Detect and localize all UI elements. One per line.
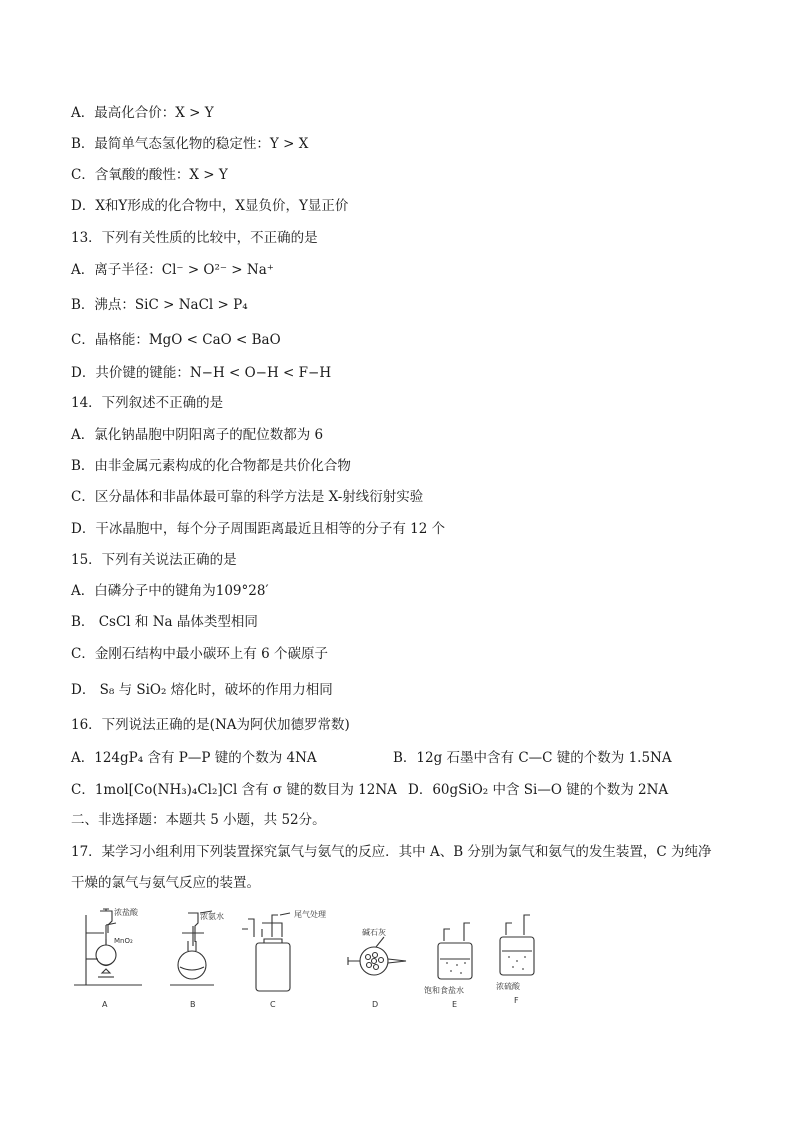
apparatus-e	[424, 923, 472, 1009]
q15-option-b: B． CsCl 和 Na 晶体类型相同	[71, 614, 258, 630]
q16-option-d: D．60gSiO₂ 中含 Si—O 键的个数为 2NA	[408, 782, 669, 798]
label-mno2: MnO₂	[114, 937, 133, 945]
q17-stem-line1: 17．某学习小组利用下列装置探究氯气与氨气的反应．其中 A、B 分别为氯气和氨气的发生装置，C 为纯净	[71, 844, 712, 860]
section-2-heading: 二、非选择题：本题共 5 小题，共 52分。	[71, 812, 326, 828]
q14-option-c: C．区分晶体和非晶体最可靠的科学方法是 X-射线衍射实验	[71, 489, 424, 505]
q15-option-c: C．金刚石结构中最小碳环上有 6 个碳原子	[71, 646, 329, 662]
apparatus-figure	[72, 905, 542, 1015]
caption-f: F	[514, 996, 519, 1005]
apparatus-a	[74, 907, 142, 1009]
apparatus-b	[170, 911, 224, 1009]
q16-stem: 16．下列说法正确的是(NA为阿伏加德罗常数)	[71, 717, 350, 733]
q12-option-a: A．最高化合价：X > Y	[71, 105, 214, 121]
q13-option-a: A．离子半径：Cl⁻ > O²⁻ > Na⁺	[71, 262, 274, 278]
q13-option-c: C．晶格能：MgO < CaO < BaO	[71, 332, 281, 348]
caption-b: B	[190, 1000, 196, 1009]
q13-option-d: D．共价键的键能：N−H < O−H < F−H	[71, 365, 332, 381]
q17-stem-line2: 干燥的氯气与氨气反应的装置。	[71, 875, 260, 891]
label-soda-lime: 碱石灰	[362, 928, 386, 937]
caption-d: D	[372, 1000, 379, 1009]
apparatus-f	[496, 915, 534, 1005]
q13-option-b: B．沸点：SiC > NaCl > P₄	[71, 297, 248, 313]
apparatus-d	[348, 927, 406, 1009]
q14-option-a: A．氯化钠晶胞中阴阳离子的配位数都为 6	[71, 427, 324, 443]
q16-option-b: B．12g 石墨中含有 C—C 键的个数为 1.5NA	[393, 750, 672, 766]
label-brine: 饱和食盐水	[424, 986, 464, 995]
apparatus-c	[242, 909, 326, 1009]
label-tail-gas: 尾气处理	[294, 910, 326, 919]
label-conc-hcl: 浓盐酸	[114, 908, 138, 917]
q12-option-b: B．最简单气态氢化物的稳定性：Y > X	[71, 136, 309, 152]
caption-c: C	[270, 1000, 276, 1009]
q16-option-c: C．1mol[Co(NH₃)₄Cl₂]Cl 含有 σ 键的数目为 12NA	[71, 782, 397, 798]
q12-option-d: D．X和Y形成的化合物中，X显负价，Y显正价	[71, 198, 349, 214]
q15-option-a: A．白磷分子中的键角为109°28′	[71, 583, 269, 599]
q15-stem: 15．下列有关说法正确的是	[71, 552, 237, 568]
label-conc-ammonia: 浓氨水	[200, 912, 224, 921]
q14-stem: 14．下列叙述不正确的是	[71, 395, 224, 411]
q12-option-c: C．含氧酸的酸性：X > Y	[71, 167, 228, 183]
q16-option-a: A．124gP₄ 含有 P—P 键的个数为 4NA	[71, 750, 317, 766]
caption-e: E	[452, 1000, 458, 1009]
q14-option-b: B．由非金属元素构成的化合物都是共价化合物	[71, 458, 351, 474]
q15-option-d: D． S₈ 与 SiO₂ 熔化时，破坏的作用力相同	[71, 682, 333, 698]
caption-a: A	[102, 1000, 108, 1009]
q13-stem: 13．下列有关性质的比较中，不正确的是	[71, 230, 318, 246]
q14-option-d: D．干冰晶胞中，每个分子周围距离最近且相等的分子有 12 个	[71, 521, 446, 537]
label-conc-h2so4: 浓硫酸	[496, 982, 520, 991]
